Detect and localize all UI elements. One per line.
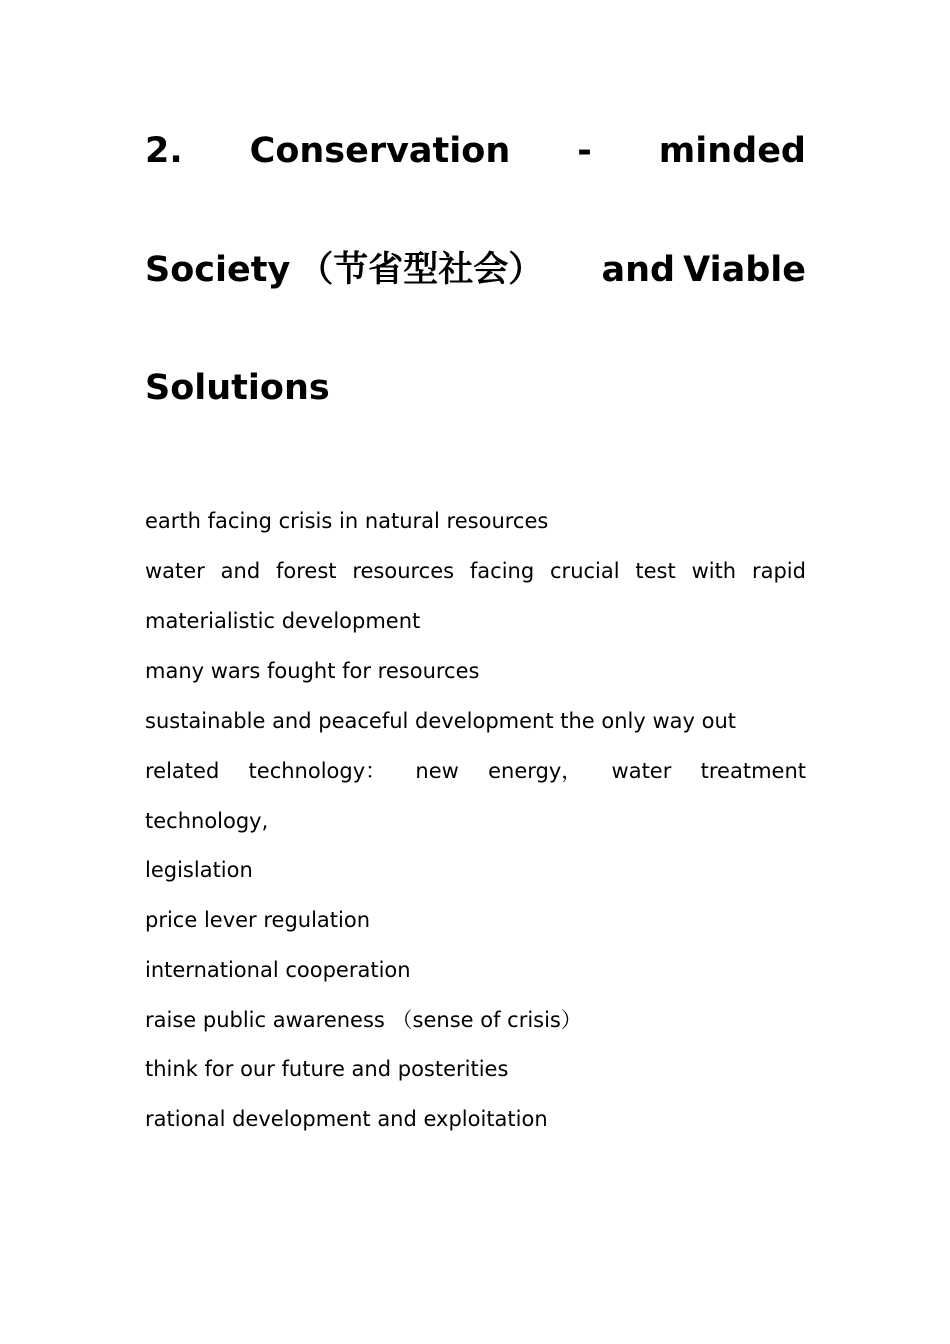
word: crucial <box>550 559 620 583</box>
body-line <box>145 558 806 584</box>
word: related <box>145 759 220 783</box>
heading-word: Society <box>145 250 291 290</box>
word: energy， <box>488 759 583 783</box>
heading-line-2 <box>145 248 806 292</box>
word: forest <box>275 559 337 583</box>
heading-word: minded <box>658 131 806 171</box>
body-line: rational development and exploitation <box>145 1107 548 1131</box>
word: facing <box>469 559 535 583</box>
word: with <box>691 559 737 583</box>
word: rapid <box>751 559 806 583</box>
body-line: international cooperation <box>145 958 411 982</box>
body-line: price lever regulation <box>145 908 371 932</box>
word: resources <box>352 559 455 583</box>
word: water <box>145 559 205 583</box>
heading-line-3: Solutions <box>145 368 330 408</box>
heading-line-1 <box>145 129 806 173</box>
body-line: technology, <box>145 809 269 833</box>
body-line: materialistic development <box>145 609 421 633</box>
heading-word: 2. <box>145 131 183 171</box>
word: treatment <box>700 759 806 783</box>
heading-word: and <box>601 250 676 290</box>
word: new <box>415 759 459 783</box>
word: technology： <box>248 759 387 783</box>
heading-word: Viable <box>683 250 806 290</box>
body-line: sustainable and peaceful development the only way out <box>145 709 737 733</box>
heading-word-chinese: （节省型社会） <box>298 250 544 290</box>
heading-line-2-right <box>602 248 806 292</box>
word: and <box>220 559 261 583</box>
word: water <box>611 759 672 783</box>
body-line <box>145 758 806 784</box>
body-line: raise public awareness （sense of crisis） <box>145 1008 582 1032</box>
heading-line-2-left <box>145 248 543 292</box>
heading-word: - <box>577 131 592 171</box>
body-line: many wars fought for resources <box>145 659 480 683</box>
body-line: think for our future and posterities <box>145 1057 509 1081</box>
body-line: legislation <box>145 858 253 882</box>
heading-word: Conservation <box>249 131 511 171</box>
body-line: earth facing crisis in natural resources <box>145 509 549 533</box>
word: test <box>635 559 676 583</box>
